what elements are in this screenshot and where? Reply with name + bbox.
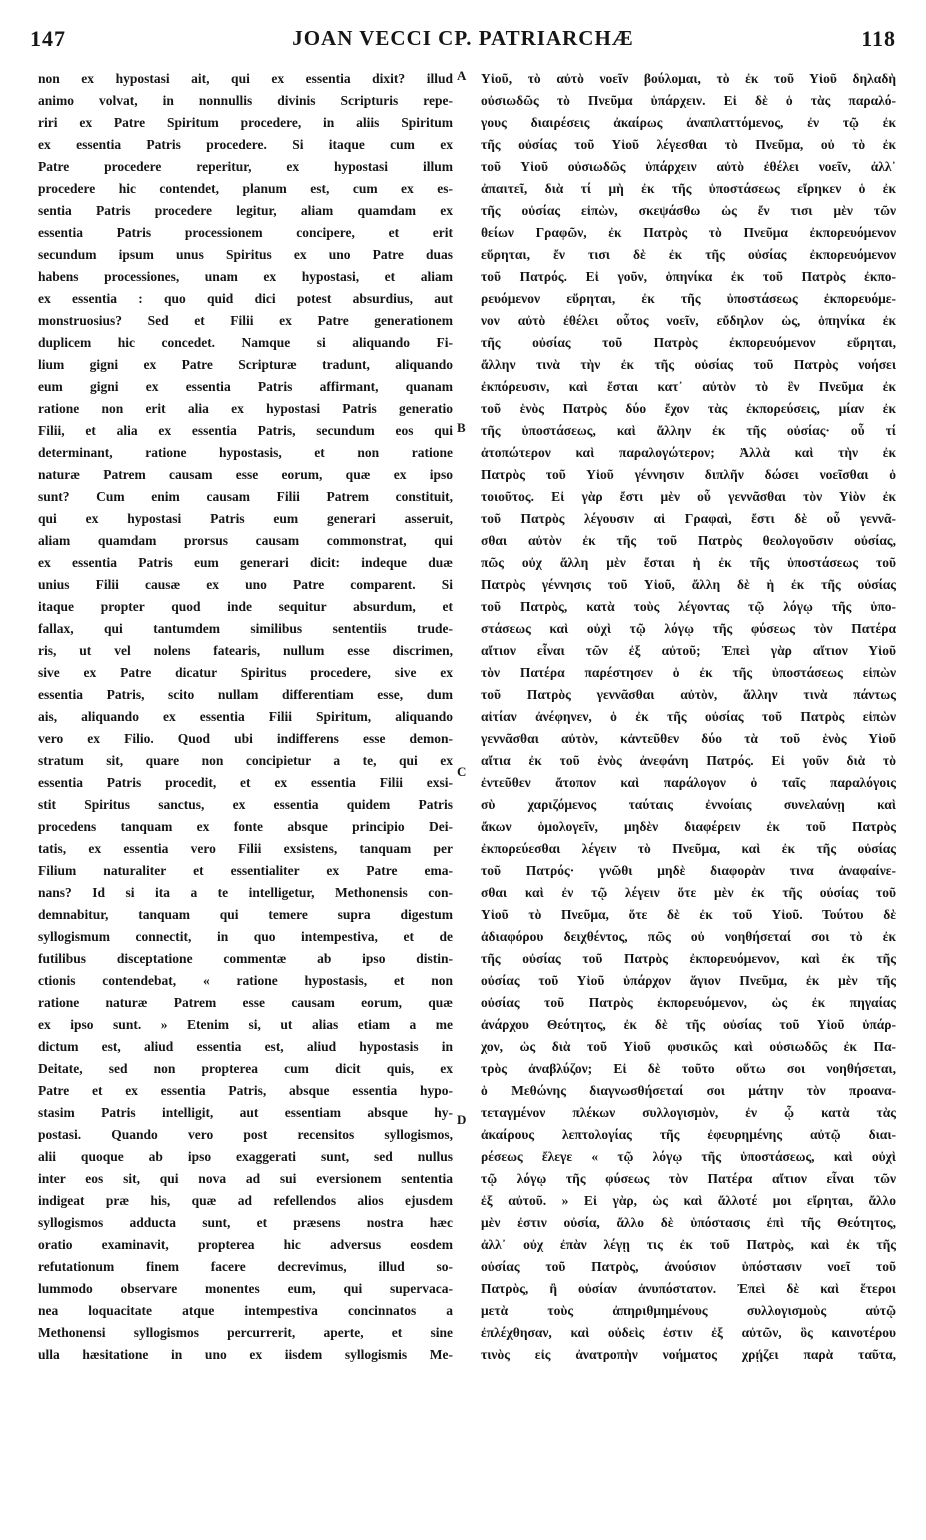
greek-column bbox=[481, 68, 896, 1366]
text-line: ex essentia : quo quid dici potest absurdius, aut bbox=[38, 291, 453, 306]
text-line: tatis, ex essentia vero Filii exsistens, tanquam per bbox=[38, 841, 453, 856]
text-line: monstruosius? Sed et Filii ex Patre generationem bbox=[38, 313, 453, 328]
text-line: σὺ χαριζόμενος ταύταις ἐννοίαις συνελαύνῃ καὶ bbox=[481, 797, 896, 812]
text-line: demnabitur, tanquam qui temere supra digestum bbox=[38, 907, 453, 922]
text-line: syllogismum connectit, in quo intempestiva, et de bbox=[38, 929, 453, 944]
text-line: οὐσίας τοῦ Υἱοῦ ὑπάρχον ἅγιον Πνεῦμα, ἐκ μὲν τῆς bbox=[481, 973, 896, 988]
text-line: τοιοῦτος. Εἰ γὰρ ἔστι μὲν οὗ γεννᾶσθαι τὸν Υἱὸν ἐκ bbox=[481, 489, 896, 504]
text-line: ulla hæsitatione in uno ex iisdem syllogismis Me- bbox=[38, 1347, 453, 1362]
text-line: τῆς ὑποστάσεως, καὶ ἄλλην ἐκ τῆς οὐσίας· οὗ τί bbox=[481, 423, 896, 438]
text-line: σθαι αὐτὸν ἐκ τῆς τοῦ Πατρὸς θεολογοῦσιν οὐσίας, bbox=[481, 533, 896, 548]
text-line: Υἱοῦ, τὸ αὐτὸ νοεῖν βούλομαι, τὸ ἐκ τοῦ Υἱοῦ δηλαδὴ bbox=[481, 71, 896, 86]
text-line: procedens tanquam ex fonte absque principio Dei- bbox=[38, 819, 453, 834]
text-line: Πατρὸς, ἢ οὐσίαν ἀνυπόστατον. Ἐπεὶ δὲ καὶ ἕτεροι bbox=[481, 1281, 896, 1296]
text-line: οὐσίας τοῦ Πατρὸς, ἀνούσιον ὑπόστασιν νοεῖ τοῦ bbox=[481, 1259, 896, 1274]
margin-letter-d: D bbox=[457, 1112, 467, 1127]
text-line: ex essentia Patris procedere. Si itaque cum ex bbox=[38, 137, 453, 152]
text-line: procedere hic contendet, planum est, cum ex es- bbox=[38, 181, 453, 196]
text-line: lium gigni ex Patre Scripturæ tradunt, aliquando bbox=[38, 357, 453, 372]
text-line: τὸν Πατέρα παρέστησεν ὁ ἐκ τῆς ὑποστάσεως εἰπὼν bbox=[481, 665, 896, 680]
text-line: refutationum finem facere decrevimus, illud so- bbox=[38, 1259, 453, 1274]
text-line: ἀλλ᾽ οὐχ ἐπὰν λέγῃ τις ἐκ τοῦ Πατρὸς, καὶ ἐκ τῆς bbox=[481, 1237, 896, 1252]
text-line: ἄλλην τινὰ τὴν ἐκ τῆς οὐσίας τοῦ Πατρὸς νοήσει bbox=[481, 357, 896, 372]
text-line: ἐξ αὐτοῦ. » Εἰ γὰρ, ὡς καὶ ἄλλοτέ μοι εἴρηται, ἄλλο bbox=[481, 1193, 896, 1208]
text-line: οὐσίας τοῦ Πατρὸς ἐκπορευόμενον, ὡς ἐκ πηγαίας bbox=[481, 995, 896, 1010]
text-line: Πατρὸς τοῦ Υἱοῦ γέννησιν διπλῆν δώσει νοεῖσθαι ὁ bbox=[481, 467, 896, 482]
text-line: non ex hypostasi ait, qui ex essentia dixit? illud bbox=[38, 71, 453, 86]
text-line: duplicem hic concedet. Namque si aliquando Fi- bbox=[38, 335, 453, 350]
text-line: τῆς οὐσίας τοῦ Πατρὸς ἐκπορευόμενον εὕρηται, bbox=[481, 335, 896, 350]
text-line: stit Spiritus sanctus, ex essentia quidem Patris bbox=[38, 797, 453, 812]
text-line: naturæ Patrem causam esse eorum, quæ ex ipso bbox=[38, 467, 453, 482]
text-line: τοῦ Πατρός· γνῶθι μηδὲ διαφορὰν τινα ἀναφαίνε- bbox=[481, 863, 896, 878]
text-line: ρέσεως ἔλεγε « τῷ λόγῳ τῆς ὑποστάσεως, καὶ οὐχὶ bbox=[481, 1149, 896, 1164]
text-line: indigeat præ his, quæ ad refellendos alios ejusdem bbox=[38, 1193, 453, 1208]
text-line: oratio examinavit, propterea hic adversus eosdem bbox=[38, 1237, 453, 1252]
text-line: χον, ὡς διὰ τοῦ Υἱοῦ φυσικῶς καὶ οὐσιωδῶς ἐκ Πα- bbox=[481, 1039, 896, 1054]
text-line: postasi. Quando vero post recensitos syllogismos, bbox=[38, 1127, 453, 1142]
margin-letter-a: A bbox=[457, 68, 467, 83]
margin-letter-c: C bbox=[457, 764, 467, 779]
text-line: sentia Patris procedere legitur, aliam quamdam ex bbox=[38, 203, 453, 218]
running-title: JOAN VECCI CP. PATRIARCHÆ bbox=[292, 26, 634, 50]
text-line: ex essentia Patris eum generari dicit: indeque duæ bbox=[38, 555, 453, 570]
text-line: Filium naturaliter et essentialiter ex Patre ema- bbox=[38, 863, 453, 878]
text-line: vero ex Filio. Quod ubi indifferens esse demon- bbox=[38, 731, 453, 746]
text-line: τοῦ Υἱοῦ οὐσιωδῶς ὑπάρχειν αὐτὸ ἐθέλει νοεῖν, ἀλλ᾽ bbox=[481, 159, 896, 174]
text-line: essentia Patris processionem concipere, et erit bbox=[38, 225, 453, 240]
text-line: εὕρηται, ἔν τισι δὲ ἐκ τῆς οὐσίας ἐκπορευόμενον bbox=[481, 247, 896, 262]
text-line: τινὸς εἰς ἀνατροπὴν νοήματος χρῄζει παρὰ ταῦτα, bbox=[481, 1347, 896, 1362]
text-line: sunt? Cum enim causam Filii Patrem constituit, bbox=[38, 489, 453, 504]
text-line: futilibus disceptatione commentæ ab ipso distin- bbox=[38, 951, 453, 966]
text-line: ctionis contendebat, « ratione hypostasis, et non bbox=[38, 973, 453, 988]
text-line: ἀνάρχου Θεότητος, ἐκ δὲ τῆς οὐσίας τοῦ Υἱοῦ ὑπάρ- bbox=[481, 1017, 896, 1032]
text-line: itaque propter quod inde sequitur absurdum, et bbox=[38, 599, 453, 614]
text-line: ἐκπόρευσιν, καὶ ἔσται κατ᾽ αὐτὸν τὸ ἓν Πνεῦμα ἐκ bbox=[481, 379, 896, 394]
text-line: habens processiones, unam ex hypostasi, et aliam bbox=[38, 269, 453, 284]
text-line: aliam quamdam prorsus causam commonstrat, qui bbox=[38, 533, 453, 548]
text-line: Methonensi syllogismos percurrerit, aperte, et sine bbox=[38, 1325, 453, 1340]
text-line: στάσεως καὶ οὐχὶ τῷ λόγῳ τῆς φύσεως τὸν Πατέρα bbox=[481, 621, 896, 636]
text-line: τῆς οὐσίας εἰπὼν, σκεψάσθω ὡς ἔν τισι μὲν τῶν bbox=[481, 203, 896, 218]
text-line: stasim Patris intelligit, aut essentiam absque hy- bbox=[38, 1105, 453, 1120]
text-line: θείων Γραφῶν, ἐκ Πατρὸς τὸ Πνεῦμα ἐκπορευόμενον bbox=[481, 225, 896, 240]
latin-column bbox=[38, 68, 453, 1366]
text-line: eum gigni ex essentia Patris affirmant, quanam bbox=[38, 379, 453, 394]
text-line: ris, ut vel nolens fatearis, nullum esse discrimen, bbox=[38, 643, 453, 658]
text-line: ἀδιαφόρου δειχθέντος, πῶς οὐ νοηθήσεταί σοι τὸ ἐκ bbox=[481, 929, 896, 944]
text-line: γεννᾶσθαι αὐτὸν, κἀντεῦθεν δύο τὰ τοῦ ἑνὸς Υἱοῦ bbox=[481, 731, 896, 746]
text-line: ρευόμενον εὕρηται, ἐκ τῆς ὑποστάσεως ἐκπορευόμε- bbox=[481, 291, 896, 306]
text-line: ἐκπορεύεσθαι λέγειν τὸ Πνεῦμα, καὶ ἐκ τῆς οὐσίας bbox=[481, 841, 896, 856]
text-line: syllogismos adducta sunt, et præsens nostra hæc bbox=[38, 1215, 453, 1230]
text-line: τοῦ Πατρὸς, κατὰ τοὺς λέγοντας τῷ λόγῳ τῆς ὑπο- bbox=[481, 599, 896, 614]
text-line: nea loquacitate atque intempestiva concinnatos a bbox=[38, 1303, 453, 1318]
text-line: ἀκαίρους λεπτολογίας τῆς ἐφευρημένης αὐτῷ διαι- bbox=[481, 1127, 896, 1142]
text-line: Patre procedere reperitur, ex hypostasi illum bbox=[38, 159, 453, 174]
text-line: τοῦ ἑνὸς Πατρὸς δύο ἔχον τὰς ἐκπορεύσεις, μίαν ἐκ bbox=[481, 401, 896, 416]
text-line: τοῦ Πατρός. Εἰ γοῦν, ὁπηνίκα ἐκ τοῦ Πατρὸς ἐκπο- bbox=[481, 269, 896, 284]
text-line: essentia Patris procedit, et ex essentia Filii exsi- bbox=[38, 775, 453, 790]
text-line: ratione naturæ Patrem esse causam eorum, quæ bbox=[38, 995, 453, 1010]
text-line: ἀπαιτεῖ, διὰ τί μὴ ἐκ τῆς ὑποστάσεως εἴρηκεν ὁ ἐκ bbox=[481, 181, 896, 196]
text-line: ex ipso sunt. » Etenim si, ut alias etiam a me bbox=[38, 1017, 453, 1032]
text-line: τεταγμένον πλέκων συλλογισμὸν, ἐν ᾧ κατὰ τὰς bbox=[481, 1105, 896, 1120]
text-line: πῶς οὐχ ἄλλη μὲν ἔσται ἡ ἐκ τῆς ὑποστάσεως τοῦ bbox=[481, 555, 896, 570]
text-line: τῷ λόγῳ τῆς φύσεως τὸν Πατέρα αἴτιον εἶναι τῶν bbox=[481, 1171, 896, 1186]
text-line: essentia Patris, scito nullam differentiam esse, dum bbox=[38, 687, 453, 702]
text-line: αἴτιον εἶναι τῶν ἐξ αὐτοῦ; Ἐπεὶ γὰρ αἴτιον Υἱοῦ bbox=[481, 643, 896, 658]
page-header bbox=[30, 26, 896, 56]
text-line: qui ex hypostasi Patris eum generari asseruit, bbox=[38, 511, 453, 526]
text-line: unius Filii causæ ex uno Patre comparent. Si bbox=[38, 577, 453, 592]
text-line: ἐπλέχθησαν, καὶ οὐδεὶς ἐστιν ἐξ αὐτῶν, ὃς καινοτέρου bbox=[481, 1325, 896, 1340]
text-line: Υἱοῦ τὸ Πνεῦμα, ὅτε δὲ ἐκ τοῦ Υἱοῦ. Τούτου δὲ bbox=[481, 907, 896, 922]
text-line: alii quoque ab ipso exaggerati sunt, sed nullus bbox=[38, 1149, 453, 1164]
text-line: sive ex Patre dicatur Spiritus procedere, sive ex bbox=[38, 665, 453, 680]
text-line: secundum ipsum unus Spiritus ex uno Patre duas bbox=[38, 247, 453, 262]
text-line: inter eos sit, qui nova ad sui eversionem sententia bbox=[38, 1171, 453, 1186]
text-line: determinant, ratione hypostasis, et non ratione bbox=[38, 445, 453, 460]
text-line: dictum est, aliud essentia est, aliud hypostasis in bbox=[38, 1039, 453, 1054]
text-line: nans? Id si ita a te intelligetur, Methonensis con- bbox=[38, 885, 453, 900]
text-line: stratum sit, quare non concipietur a te, qui ex bbox=[38, 753, 453, 768]
left-page-number: 147 bbox=[30, 26, 66, 51]
text-line: ais, aliquando ex essentia Filii Spiritum, aliquando bbox=[38, 709, 453, 724]
text-line: αἰτίαν ἀνέφηνεν, ὁ ἐκ τῆς οὐσίας τοῦ Πατρὸς εἰπὼν bbox=[481, 709, 896, 724]
text-line: μετὰ τοὺς ἀπηριθμημένους συλλογισμοὺς αὐτῷ bbox=[481, 1303, 896, 1318]
text-line: ratione non erit alia ex hypostasi Patris generatio bbox=[38, 401, 453, 416]
text-line: ὁ Μεθώνης διαγνωσθήσεταί σοι μάτην τὸν προανα- bbox=[481, 1083, 896, 1098]
text-line: τῆς οὐσίας τοῦ Πατρὸς ἐκπορευόμενον, καὶ ἐκ τῆς bbox=[481, 951, 896, 966]
text-line: Πατρὸς γέννησις τοῦ Υἱοῦ, ἄλλη δὲ ἡ ἐκ τῆς οὐσίας bbox=[481, 577, 896, 592]
text-line: Filii, et alia ex essentia Patris, secundum eos qui bbox=[38, 423, 453, 438]
text-line: τοῦ Πατρὸς λέγουσιν αἱ Γραφαὶ, ἔστι δὲ οὗ γεννᾶ- bbox=[481, 511, 896, 526]
text-line: Deitate, sed non propterea cum dicit quis, ex bbox=[38, 1061, 453, 1076]
text-line: τῆς οὐσίας τοῦ Υἱοῦ λέγεσθαι τὸ Πνεῦμα, οὐ τὸ ἐκ bbox=[481, 137, 896, 152]
text-line: fallax, qui tantumdem similibus sententiis trude- bbox=[38, 621, 453, 636]
text-line: Patre et ex essentia Patris, absque essentia hypo- bbox=[38, 1083, 453, 1098]
text-line: οὐσιωδῶς τὸ Πνεῦμα ὑπάρχειν. Εἰ δὲ ὁ τὰς παραλό- bbox=[481, 93, 896, 108]
text-line: νον αὐτὸ ἐθέλει οὗτος νοεῖν, εὔδηλον ὡς, ὁπηνίκα ἐκ bbox=[481, 313, 896, 328]
text-line: μὲν ἐστιν οὐσία, ἄλλο δὲ ὑπόστασις ἐπὶ τῆς Θεότητος, bbox=[481, 1215, 896, 1230]
text-line: τοῦ Πατρὸς γεννᾶσθαι αὐτὸν, ἄλλην τινὰ πάντως bbox=[481, 687, 896, 702]
text-line: γους διαιρέσεις ἀκαίρως ἀναπλαττόμενος, ἐν τῷ ἐκ bbox=[481, 115, 896, 130]
text-line: ἀτοπώτερον καὶ παραλογώτερον; Ἀλλὰ καὶ τὴν ἐκ bbox=[481, 445, 896, 460]
text-line: ἄκων ὁμολογεῖν, μηδὲν διαφέρειν ἐκ τοῦ Πατρὸς bbox=[481, 819, 896, 834]
text-line: ἐντεῦθεν ἄτοπον καὶ παράλογον ὁ ταῖς παραλόγοις bbox=[481, 775, 896, 790]
right-page-number: 118 bbox=[861, 26, 896, 51]
text-line: animo volvat, in nonnullis divinis Scripturis repe- bbox=[38, 93, 453, 108]
text-line: lummodo observare monentes eum, qui supervaca- bbox=[38, 1281, 453, 1296]
text-line: σθαι καὶ ἐν τῷ λέγειν ὅτε μὲν ἐκ τῆς οὐσίας τοῦ bbox=[481, 885, 896, 900]
text-line: αἴτια ἐκ τοῦ ἑνὸς ἀνεφάνη Πατρός. Εἰ γοῦν διὰ τὸ bbox=[481, 753, 896, 768]
text-line: τρὸς ἀναβλύζον; Εἰ δὲ τοῦτο οὕτω σοι νοηθήσεται, bbox=[481, 1061, 896, 1076]
text-line: riri ex Patre Spiritum procedere, in aliis Spiritum bbox=[38, 115, 453, 130]
margin-letter-b: B bbox=[457, 420, 466, 435]
